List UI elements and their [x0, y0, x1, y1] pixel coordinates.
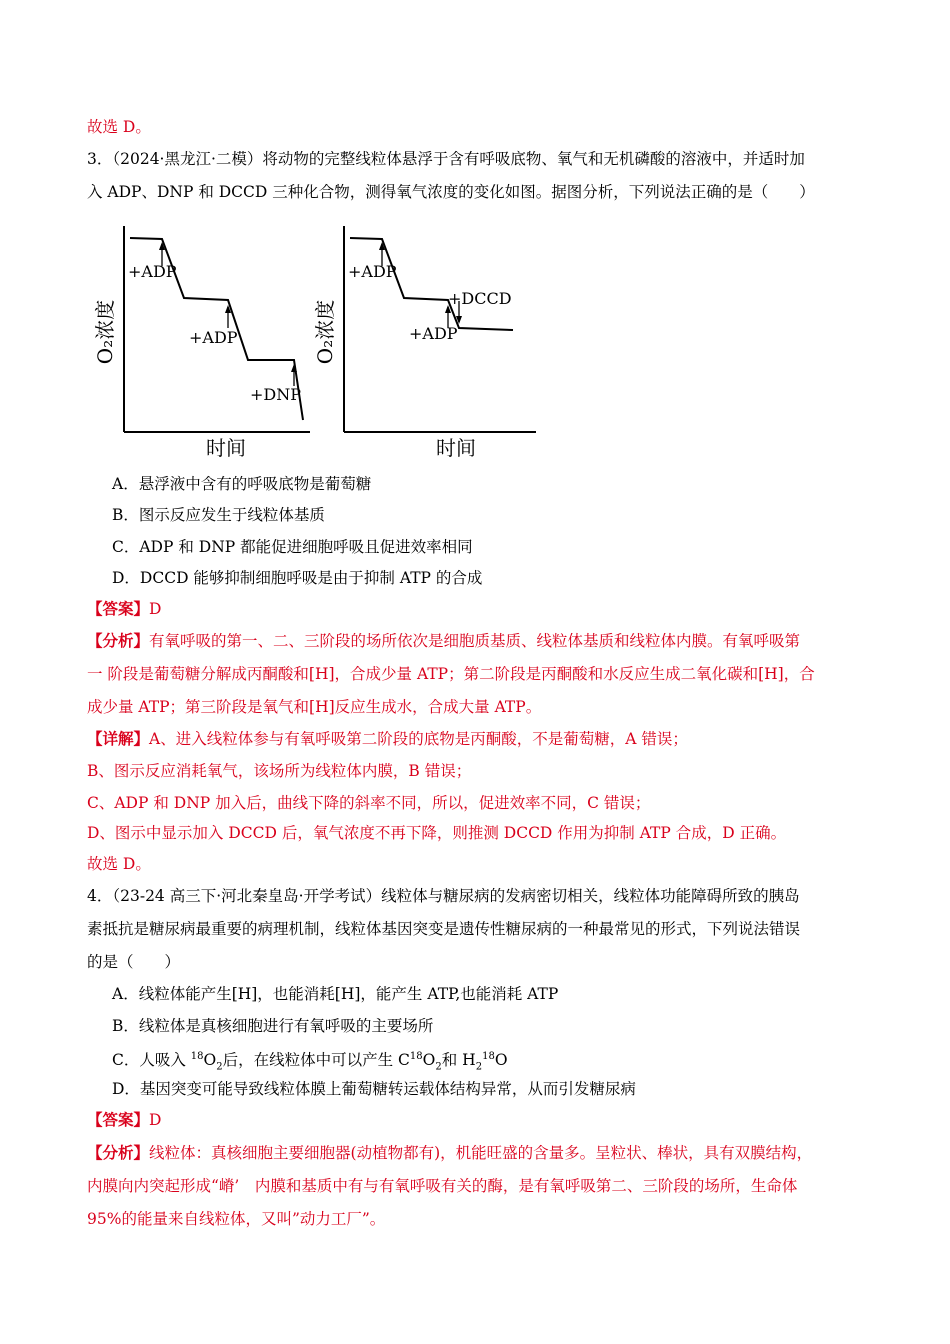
- q3-detail-line1: 【详解】A、进入线粒体参与有氧呼吸第二阶段的底物是丙酮酸，不是葡萄糖，A 错误；: [87, 729, 688, 748]
- q3-detail-line2: B、图示反应消耗氧气，该场所为线粒体内膜，B 错误；: [87, 762, 472, 780]
- q4-answer: [87, 1109, 161, 1131]
- q3-option-a: A．悬浮液中含有的呼吸底物是葡萄糖: [112, 475, 372, 493]
- q4-option-c: C．人吸入 $^{18}O_2$后，在线粒体中可以产生 $C^{18}O_2$和 $H_2^{18}O$: [112, 1051, 508, 1073]
- q3-stem-line2: 入 ADP、DNP 和 DCCD 三种化合物，测得氧气浓度的变化如图。据图分析，下列说法正确的是（ ）: [87, 183, 815, 201]
- analysis-tag: 【分析】: [87, 631, 150, 650]
- right-label-adp-2: +ADP: [409, 324, 458, 343]
- answer-value: D: [149, 1111, 162, 1129]
- q4-stem-line1: 4．（23-24 高三下·河北秦皇岛·开学考试）线粒体与糖尿病的发病密切相关，线粒体功能障碍所致的胰岛: [87, 887, 800, 905]
- left-panel: [93, 226, 310, 460]
- left-x-label: 时间: [206, 436, 246, 460]
- oxygen-concentration-figure: [88, 214, 548, 464]
- q3-answer: [87, 598, 161, 620]
- q3-option-b: B．图示反应发生于线粒体基质: [112, 506, 325, 524]
- right-panel: [313, 226, 536, 460]
- left-y-label: O₂浓度: [93, 299, 117, 365]
- q4-analysis-line3: 95%的能量来自线粒体，又叫”动力工厂”。: [87, 1210, 386, 1228]
- q3-analysis-line2: 一 阶段是葡萄糖分解成丙酮酸和[H]，合成少量 ATP；第二阶段是丙酮酸和水反应生成二氧化碳和[H]，合: [87, 665, 815, 683]
- q3-analysis-line1: 【分析】有氧呼吸的第一、二、三阶段的场所依次是细胞质基质、线粒体基质和线粒体内膜。有氧呼吸第: [87, 631, 801, 650]
- right-x-label: 时间: [436, 436, 476, 460]
- right-y-label: O₂浓度: [313, 299, 337, 365]
- q3-stem-line1: 3．（2024·黑龙江·二模）将动物的完整线粒体悬浮于含有呼吸底物、氧气和无机磷酸的溶液中，并适时加: [87, 150, 805, 168]
- q4-analysis-line1: 【分析】线粒体：真核细胞主要细胞器(动植物都有)，机能旺盛的含量多。呈粒状、棒状，具有双膜结构，: [87, 1143, 813, 1162]
- q4-option-a: A．线粒体能产生[H]，也能消耗[H]，能产生 ATP,也能消耗 ATP: [112, 985, 559, 1003]
- answer-tag: 【答案】: [87, 1110, 150, 1129]
- q3-detail-line3: C、ADP 和 DNP 加入后，曲线下降的斜率不同，所以，促进效率不同，C 错误；: [87, 794, 651, 812]
- q4-analysis-line2: 内膜向内突起形成“嵴’ 内膜和基质中有与有氧呼吸有关的酶，是有氧呼吸第二、三阶段的场所，生命体: [87, 1177, 798, 1195]
- q3-option-c: C．ADP 和 DNP 都能促进细胞呼吸且促进效率相同: [112, 538, 473, 556]
- detail-tag: 【详解】: [87, 729, 150, 748]
- right-curve: [350, 238, 513, 330]
- answer-value: D: [149, 600, 162, 618]
- left-label-adp-1: +ADP: [128, 262, 177, 281]
- left-label-adp-2: +ADP: [189, 328, 238, 347]
- q4-stem-line2: 素抵抗是糖尿病最重要的病理机制，线粒体基因突变是遗传性糖尿病的一种最常见的形式，下列说法错误: [87, 920, 801, 938]
- answer-tag: 【答案】: [87, 599, 150, 618]
- left-label-dnp: +DNP: [250, 385, 301, 404]
- q4-option-d: D．基因突变可能导致线粒体膜上葡萄糖转运载体结构异常，从而引发糖尿病: [112, 1080, 636, 1098]
- analysis-tag: 【分析】: [87, 1143, 150, 1162]
- q3-detail-line4: D、图示中显示加入 DCCD 后，氧气浓度不再下降，则推测 DCCD 作用为抑制 ATP 合成，D 正确。: [87, 824, 787, 842]
- q3-analysis-line3: 成少量 ATP；第三阶段是氧气和[H]反应生成水，合成大量 ATP。: [87, 698, 542, 716]
- q4-stem-line3: 的是（ ）: [87, 953, 181, 971]
- right-label-dccd: +DCCD: [448, 289, 512, 308]
- q4-option-b: B．线粒体是真核细胞进行有氧呼吸的主要场所: [112, 1017, 434, 1035]
- right-label-adp-1: +ADP: [348, 262, 397, 281]
- q3-option-d: D．DCCD 能够抑制细胞呼吸是由于抑制 ATP 的合成: [112, 569, 483, 587]
- q2-conclusion: 故选 D。: [87, 118, 151, 136]
- q3-conclusion: 故选 D。: [87, 855, 151, 873]
